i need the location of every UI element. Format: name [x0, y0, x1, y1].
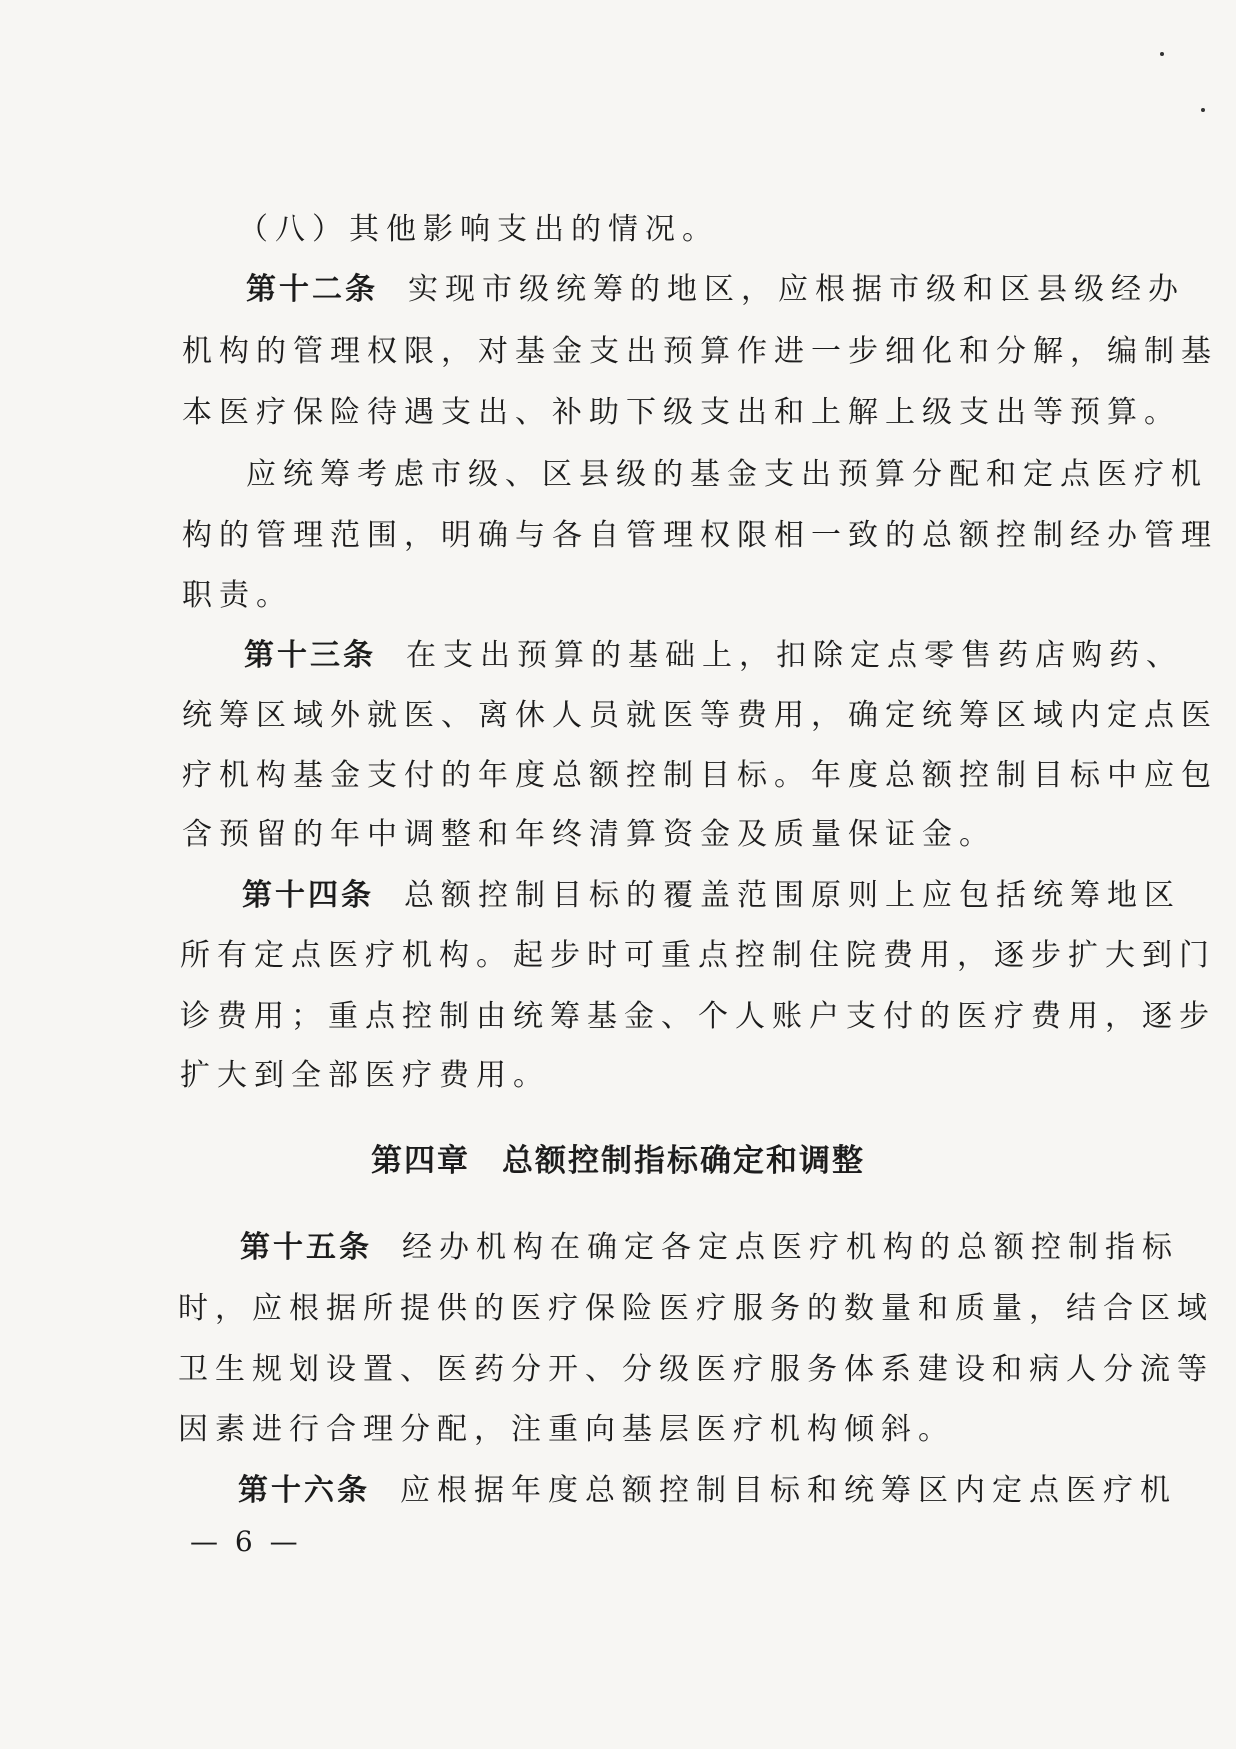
text-line	[0, 1400, 1236, 1460]
line-text: 职责。	[182, 578, 293, 613]
line-text: 疗机构基金支付的年度总额控制目标。年度总额控制目标中应包	[182, 758, 1218, 793]
article-heading: 第十五条	[240, 1230, 372, 1265]
line-text: （八）其他影响支出的情况。	[238, 212, 719, 247]
text-line	[0, 686, 1236, 746]
text-line	[0, 200, 1236, 260]
text-line	[0, 445, 1236, 505]
text-line	[0, 383, 1236, 443]
text-line	[0, 805, 1236, 865]
text-line	[0, 926, 1236, 986]
text-line	[0, 1279, 1236, 1339]
text-line	[0, 506, 1236, 566]
scan-speck	[1201, 108, 1205, 112]
text-line	[0, 1340, 1236, 1400]
line-text: 应根据年度总额控制目标和统筹区内定点医疗机	[400, 1473, 1177, 1508]
article-14-line	[0, 866, 1236, 926]
line-text: 应统筹考虑市级、区县级的基金支出预算分配和定点医疗机	[246, 457, 1208, 492]
article-12-line	[0, 260, 1236, 320]
article-heading: 第十三条	[244, 638, 376, 673]
text-line	[0, 746, 1236, 806]
text-line	[0, 1046, 1236, 1106]
line-text: 本医疗保险待遇支出、补助下级支出和上解上级支出等预算。	[182, 395, 1181, 430]
chapter-title: 总额控制指标确定和调整	[502, 1143, 865, 1179]
line-text: 诊费用；重点控制由统筹基金、个人账户支付的医疗费用，逐步	[180, 999, 1216, 1034]
article-heading: 第十四条	[242, 878, 374, 913]
article-13-line	[0, 626, 1236, 686]
article-16-line	[0, 1461, 1236, 1521]
line-text: 总额控制目标的覆盖范围原则上应包括统筹地区	[404, 878, 1181, 913]
article-15-line	[0, 1218, 1236, 1278]
line-text: 实现市级统筹的地区，应根据市级和区县级经办	[408, 272, 1185, 307]
line-text: 经办机构在确定各定点医疗机构的总额控制指标	[402, 1230, 1179, 1265]
line-text: 含预留的年中调整和年终清算资金及质量保证金。	[182, 817, 996, 852]
text-line	[0, 566, 1236, 626]
scan-speck	[1160, 52, 1164, 56]
line-text: 统筹区域外就医、离休人员就医等费用，确定统筹区域内定点医	[182, 698, 1218, 733]
line-text: 所有定点医疗机构。起步时可重点控制住院费用，逐步扩大到门	[180, 938, 1216, 973]
chapter-number: 第四章	[371, 1143, 470, 1179]
line-text: 扩大到全部医疗费用。	[180, 1058, 550, 1093]
page-number: — 6 —	[190, 1525, 302, 1558]
text-line	[0, 322, 1236, 382]
article-heading: 第十六条	[238, 1473, 370, 1508]
line-text: 构的管理范围，明确与各自管理权限相一致的总额控制经办管理	[182, 518, 1218, 553]
line-text: 时，应根据所提供的医疗保险医疗服务的数量和质量，结合区域	[178, 1291, 1214, 1326]
article-heading: 第十二条	[246, 272, 378, 307]
line-text: 卫生规划设置、医药分开、分级医疗服务体系建设和病人分流等	[178, 1352, 1214, 1387]
chapter-heading	[0, 1131, 1236, 1191]
text-line	[0, 987, 1236, 1047]
line-text: 因素进行合理分配，注重向基层医疗机构倾斜。	[178, 1412, 955, 1447]
line-text: 机构的管理权限，对基金支出预算作进一步细化和分解，编制基	[182, 334, 1218, 369]
line-text: 在支出预算的基础上，扣除定点零售药店购药、	[406, 638, 1183, 673]
